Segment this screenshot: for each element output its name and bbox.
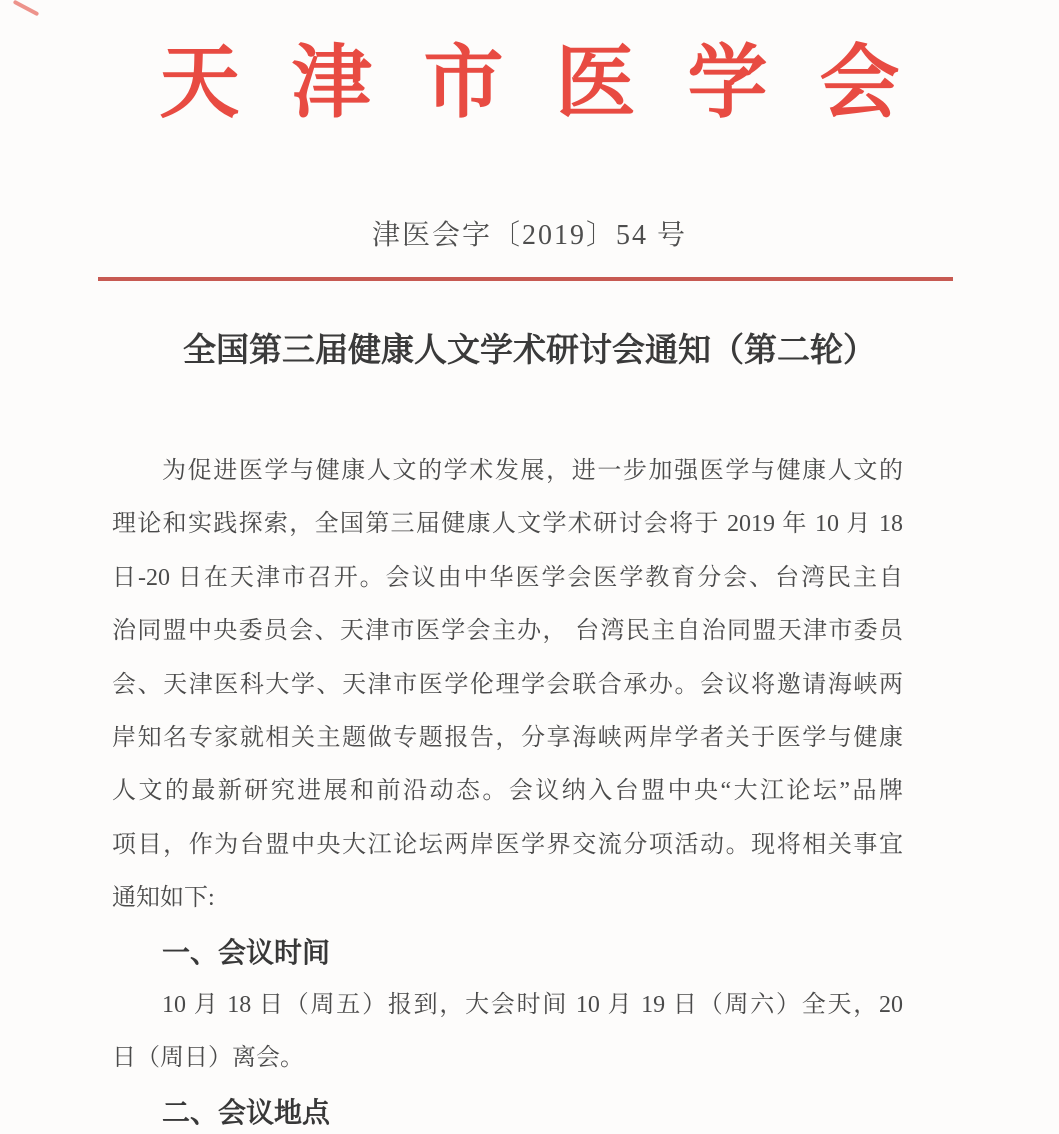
letterhead-divider-rule [98,277,953,281]
section-heading: 一、会议时间 [162,936,331,968]
body-line: 岸知名专家就相关主题做专题报告，分享海峡两岸学者关于医学与健康 [112,724,903,751]
body-line: 日-20 日在天津市召开。会议由中华医学会医学教育分会、台湾民主自 [112,564,903,591]
body-line: 项目，作为台盟中央大江论坛两岸医学界交流分项活动。现将相关事宜 [112,831,903,858]
body-line: 日（周日）离会。 [112,1045,304,1072]
body-line: 通知如下: [112,885,215,912]
scan-artifact-mark [13,0,40,16]
document-number: 津医会字〔2019〕54 号 [371,220,687,251]
body-line: 理论和实践探索，全国第三届健康人文学术研讨会将于 2019 年 10 月 18 [112,511,903,538]
body-line: 会、天津医科大学、天津市医学伦理学会联合承办。会议将邀请海峡两 [112,671,903,698]
body-line: 10 月 18 日（周五）报到，大会时间 10 月 19 日（周六）全天，20 [162,991,903,1018]
body-line: 为促进医学与健康人文的学术发展，进一步加强医学与健康人文的 [162,458,903,484]
notice-body [112,445,903,1134]
notice-title: 全国第三届健康人文学术研讨会通知（第二轮） [183,331,876,368]
section-heading: 二、会议地点 [162,1096,331,1128]
letterhead-org-name: 天津市医学会 [159,40,952,128]
body-line: 治同盟中央委员会、天津市医学会主办， 台湾民主自治同盟天津市委员 [112,618,903,645]
body-line: 人文的最新研究进展和前沿动态。会议纳入台盟中央“大江论坛”品牌 [112,778,903,805]
